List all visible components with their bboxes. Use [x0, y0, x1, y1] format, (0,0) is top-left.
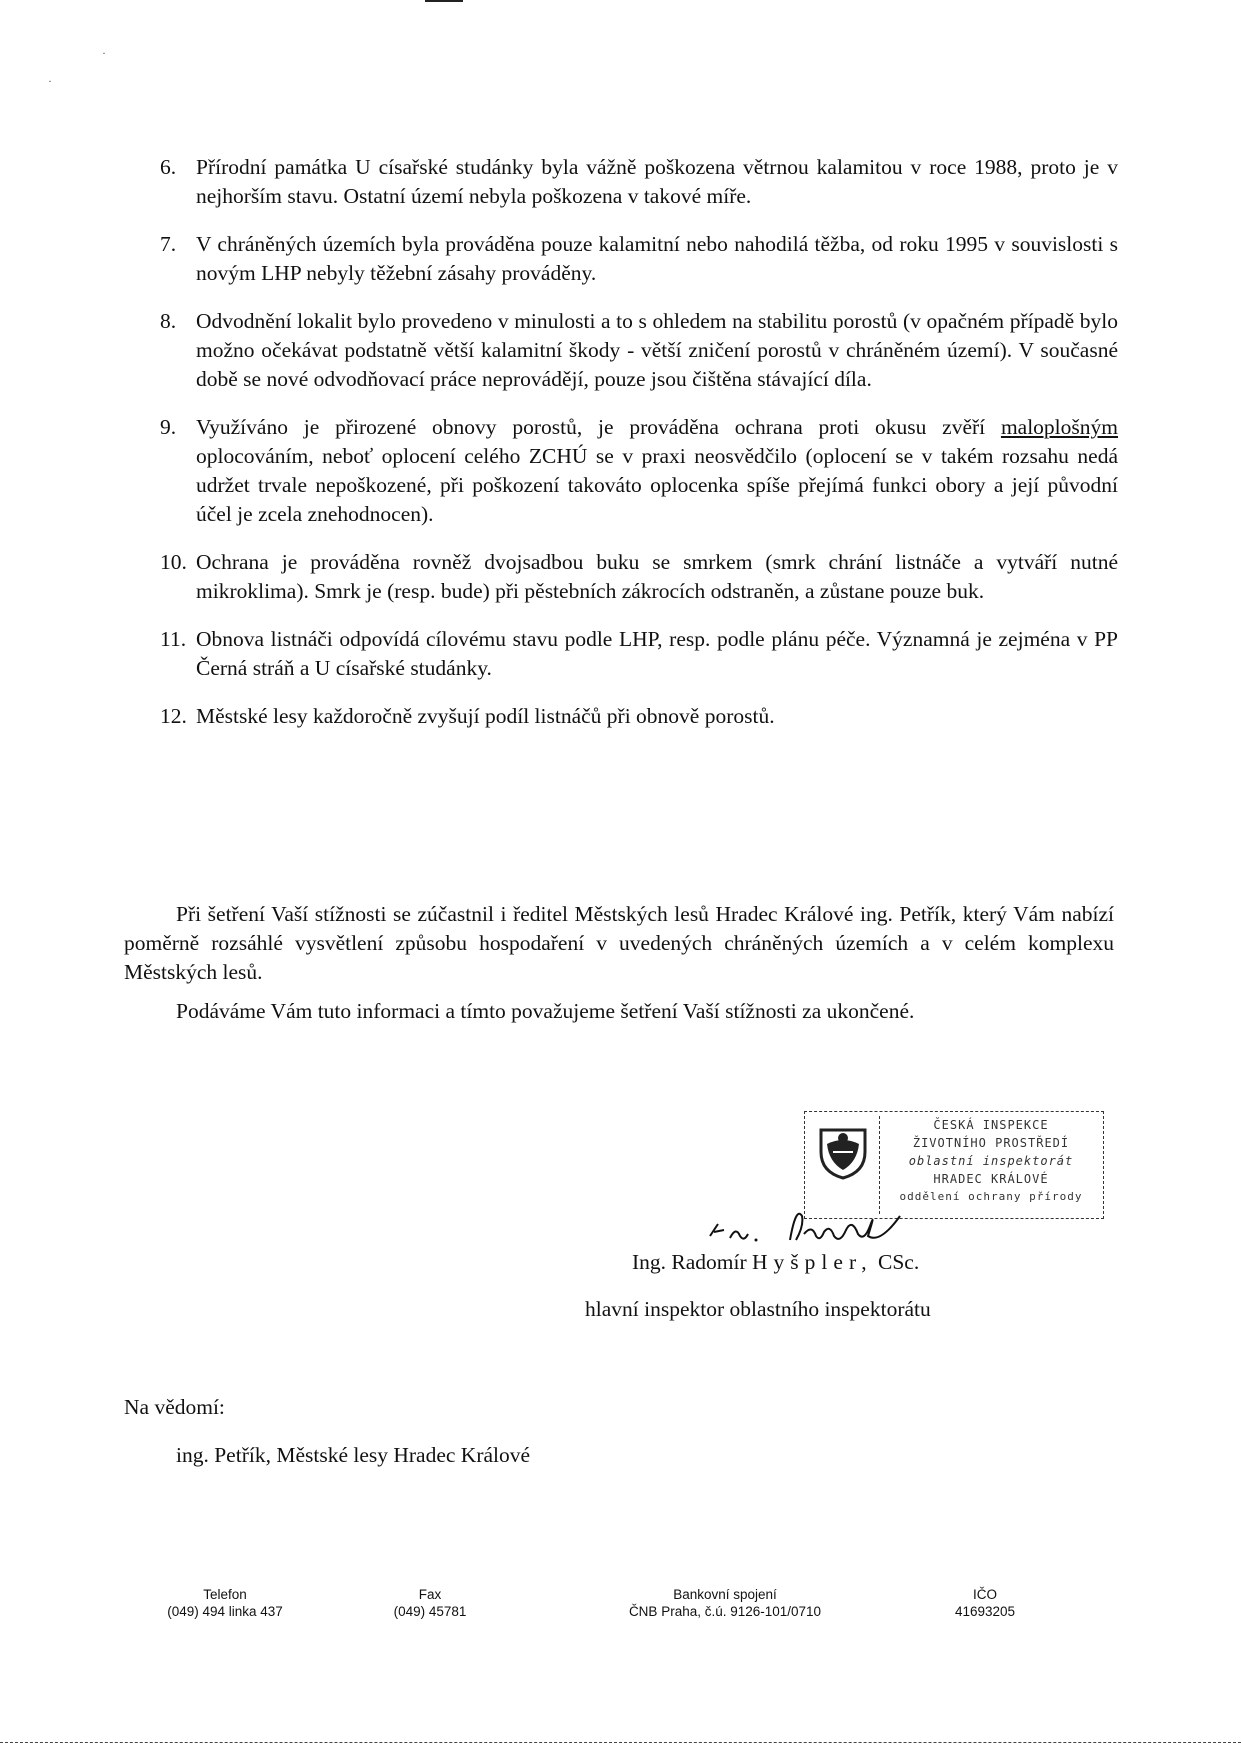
list-item-text: Městské lesy každoročně zvyšují podíl listnáčů při obnově porostů. [196, 704, 775, 728]
footer-bank-label: Bankovní spojení [673, 1587, 777, 1602]
state-emblem-icon [813, 1122, 873, 1182]
list-item-number: 11. [160, 627, 187, 651]
list-item-number: 9. [160, 415, 177, 439]
handwritten-signature [700, 1196, 940, 1256]
list-item-text: Odvodnění lokalit bylo provedeno v minulosti a to s ohledem na stabilitu porostů (v opačném případě bylo možno očekávat podstatně větší kalamitní škody - větší zničení porostů v chráněném území). V současné době se nové odvodňovací práce neprovádějí, pouze jsou čištěna stávající díla. [196, 309, 1118, 391]
stamp-line: ČESKÁ INSPEKCE [933, 1118, 1049, 1132]
footer-fax [370, 1586, 490, 1620]
stamp-line: oddělení ochrany přírody [899, 1190, 1083, 1203]
numbered-list [160, 153, 1118, 731]
list-item [160, 230, 1118, 288]
list-item [160, 548, 1118, 606]
scan-top-mark [425, 0, 463, 2]
footer-ico-label: IČO [972, 1587, 997, 1602]
closing-paragraph: Při šetření Vaší stížnosti se zúčastnil i ředitel Městských lesů Hradec Králové ing. Petřík, který Vám nabízí poměrně rozsáhlé vysvětlení způsobu hospodaření v uvedených chráněných územích a v celém komplexu Městských lesů. [124, 902, 1114, 984]
signatory-name [632, 1248, 919, 1277]
list-item [160, 153, 1118, 211]
list-item-number: 6. [160, 155, 177, 179]
footer-phone [150, 1586, 300, 1620]
footer-ico-value: 41693205 [954, 1604, 1016, 1619]
list-item-number: 8. [160, 309, 177, 333]
cc-recipient: ing. Petřík, Městské lesy Hradec Králové [176, 1443, 531, 1467]
scan-speck: · [102, 46, 106, 60]
list-item-number: 7. [160, 232, 177, 256]
footer-bank [600, 1586, 850, 1620]
list-item [160, 702, 1118, 731]
stamp-line: ŽIVOTNÍHO PROSTŘEDÍ [912, 1136, 1070, 1150]
list-item [160, 625, 1118, 683]
footer-fax-label: Fax [418, 1587, 442, 1602]
scan-speck: · [48, 74, 52, 88]
footer-bank-value: ČNB Praha, č.ú. 9126-101/0710 [628, 1604, 822, 1619]
list-item [160, 413, 1118, 529]
list-item-text: V chráněných územích byla prováděna pouze kalamitní nebo nahodilá těžba, od roku 1995 v souvislosti s novým LHP nebyly těžební zásahy prováděny. [196, 232, 1118, 285]
stamp-text [885, 1116, 1097, 1206]
list-item-number: 10. [160, 550, 187, 574]
list-item-text: Ochrana je prováděna rovněž dvojsadbou buku se smrkem (smrk chrání listnáče a vytváří nutné mikroklima). Smrk je (resp. bude) při pěstebních zákrocích odstraněn, a zůstane pouze buk. [196, 550, 1118, 603]
scan-bottom-edge [0, 1742, 1241, 1743]
footer-phone-label: Telefon [203, 1587, 247, 1602]
conclusion-paragraph: Podáváme Vám tuto informaci a tímto považujeme šetření Vaší stížnosti za ukončené. [176, 999, 915, 1023]
stamp-line: oblastní inspektorát [908, 1154, 1074, 1168]
footer-phone-value: (049) 494 linka 437 [167, 1604, 283, 1619]
stamp-line: HRADEC KRÁLOVÉ [933, 1172, 1049, 1186]
signatory-title: hlavní inspektor oblastního inspektorátu [585, 1297, 931, 1321]
list-item-number: 12. [160, 704, 187, 728]
signatory-degree: CSc. [878, 1250, 920, 1274]
footer-fax-value: (049) 45781 [393, 1604, 467, 1619]
list-item-text-end: oplocováním, neboť oplocení celého ZCHÚ se v praxi neosvědčilo (oplocení se v takém rozsahu nedá udržet trvale nepoškozené, při poškození takováto oplocenka spíše přejímá funkci obory a její původní účel je zcela znehodnocen). [196, 444, 1118, 526]
underlined-word: maloplošným [1000, 415, 1118, 439]
list-item-text: Přírodní památka U císařské studánky byla vážně poškozena větrnou kalamitou v roce 1988, proto je v nejhorším stavu. Ostatní území nebyla poškozena v takové míře. [196, 155, 1118, 208]
list-item-text-start: Využíváno je přirozené obnovy porostů, je prováděna ochrana proti okusu zvěří [196, 415, 1001, 439]
cc-label: Na vědomí: [124, 1395, 225, 1419]
list-item [160, 307, 1118, 394]
letterhead-footer [0, 1586, 1241, 1626]
signatory-surname: Hyšpler, [752, 1250, 873, 1274]
footer-ico [940, 1586, 1030, 1620]
signatory-name-prefix: Ing. Radomír [632, 1250, 747, 1274]
list-item-text: Obnova listnáči odpovídá cílovému stavu podle LHP, resp. podle plánu péče. Významná je zejména v PP Černá stráň a U císařské studánky. [196, 627, 1118, 680]
